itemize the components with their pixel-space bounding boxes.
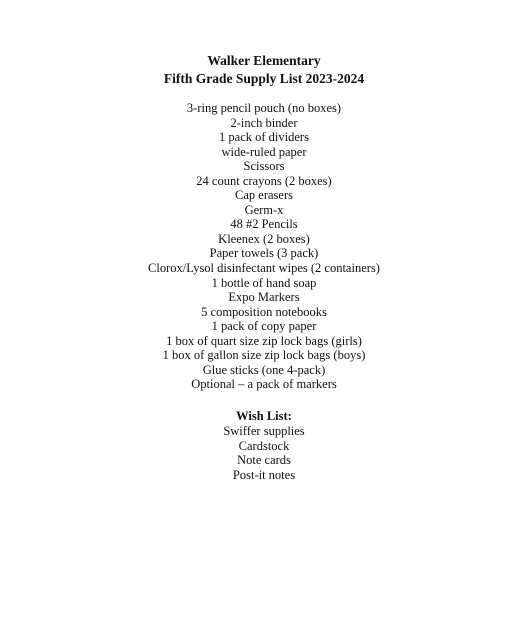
supply-list: [0, 101, 528, 392]
supply-item: Optional – a pack of markers: [191, 377, 337, 392]
document-header: [0, 52, 528, 88]
page-title: Fifth Grade Supply List 2023-2024: [163, 71, 365, 86]
supply-item: Glue sticks (one 4-pack): [202, 362, 326, 377]
supply-item: wide-ruled paper: [221, 144, 307, 159]
supply-item: 1 bottle of hand soap: [211, 275, 317, 290]
supply-item: 3-ring pencil pouch (no boxes): [186, 101, 342, 115]
supply-item: Clorox/Lysol disinfectant wipes (2 containers): [148, 261, 380, 276]
wish-list-item: Cardstock: [238, 438, 290, 453]
supply-item: Paper towels (3 pack): [209, 246, 319, 261]
supply-item: Cap erasers: [235, 188, 293, 203]
supply-item: 1 pack of copy paper: [211, 319, 317, 334]
wish-list: [0, 424, 528, 483]
supply-item: Expo Markers: [228, 290, 300, 305]
supply-item: 2-inch binder: [230, 115, 298, 130]
wish-list-heading: Wish List:: [236, 409, 292, 423]
supply-item: Scissors: [243, 159, 285, 174]
supply-item: 1 pack of dividers: [219, 130, 309, 145]
wish-list-section: [0, 409, 528, 483]
supply-item: 1 box of quart size zip lock bags (girls): [166, 333, 362, 348]
wish-list-item: Post-it notes: [232, 468, 296, 483]
wish-list-item: Note cards: [237, 453, 291, 468]
supply-item: 24 count crayons (2 boxes): [196, 173, 332, 188]
supply-item: 5 composition notebooks: [201, 304, 327, 319]
wish-list-item: Swiffer supplies: [223, 424, 305, 438]
supply-item: 1 box of gallon size zip lock bags (boys): [162, 348, 366, 363]
supply-item: Kleenex (2 boxes): [218, 231, 310, 246]
supply-item: 48 #2 Pencils: [230, 217, 298, 232]
supply-item: Germ-x: [244, 202, 284, 217]
school-name: Walker Elementary: [207, 53, 321, 68]
